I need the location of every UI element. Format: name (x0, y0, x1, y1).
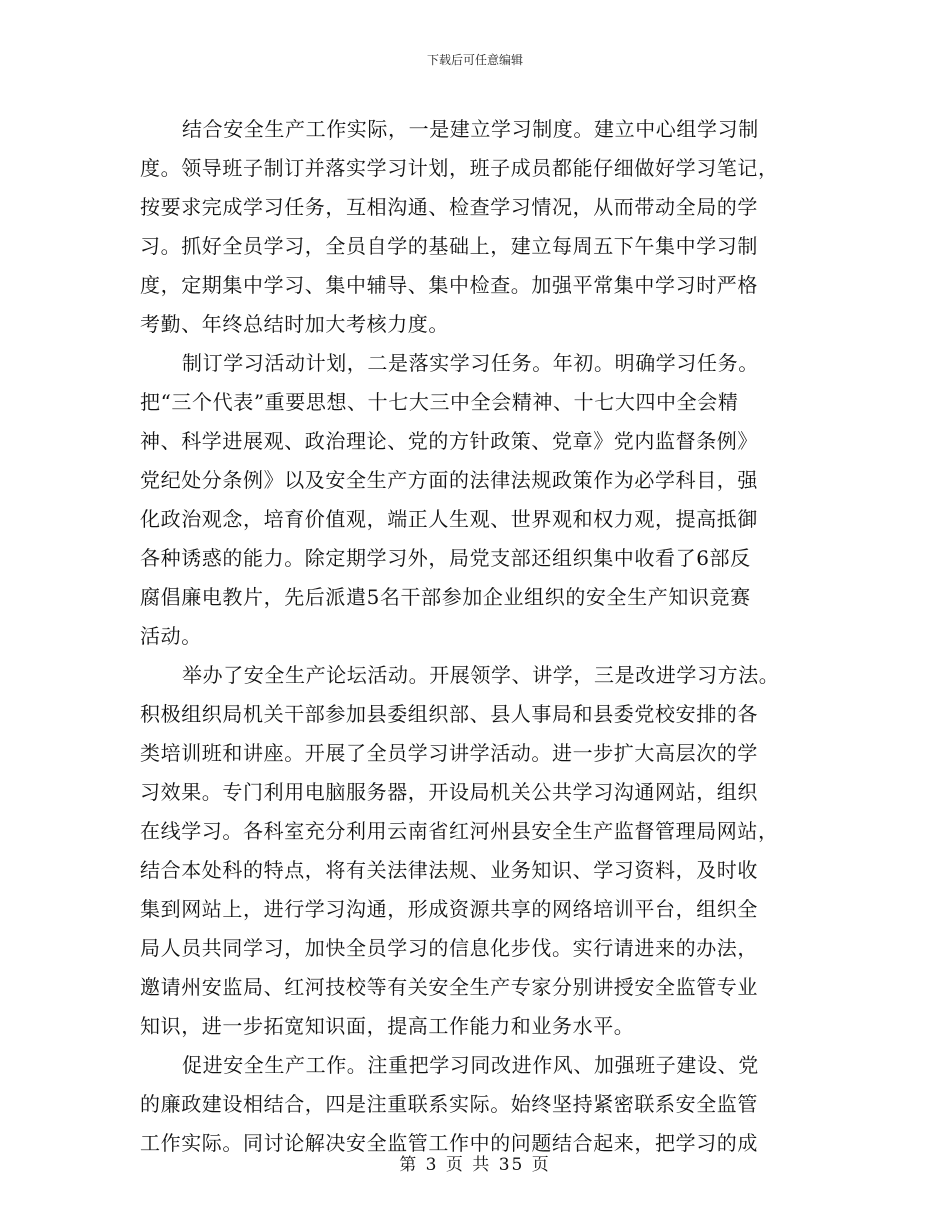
paragraph-4 (140, 1046, 812, 1163)
text-line: 度，定期集中学习、集中辅导、集中检查。加强平常集中学习时严格 (140, 273, 758, 297)
paragraph-3 (140, 656, 812, 1046)
text-line: 考勤、年终总结时加大考核力度。 (140, 312, 449, 336)
text-line: 工作实际。同讨论解决安全监管工作中的问题结合起来，把学习的成 (140, 1131, 758, 1155)
text-line: 结合安全生产工作实际，一是建立学习制度。建立中心组学习制 (182, 117, 759, 141)
text-line: 类培训班和讲座。开展了全员学习讲学活动。进一步扩大高层次的学 (140, 741, 758, 765)
document-body (140, 110, 812, 1163)
text-line: 活动。 (140, 624, 202, 648)
text-line: 邀请州安监局、红河技校等有关安全生产专家分别讲授安全监管专业 (140, 975, 758, 999)
page-footer: 第 3 页 共 35 页 (399, 1155, 551, 1175)
text-line: 各种诱惑的能力。除定期学习外，局党支部还组织集中收看了6部反 (140, 546, 751, 570)
text-line: 按要求完成学习任务，互相沟通、检查学习情况，从而带动全局的学 (140, 195, 758, 219)
text-line: 党纪处分条例》以及安全生产方面的法律法规政策作为必学科目，强 (140, 468, 758, 492)
text-line: 结合本处科的特点，将有关法律法规、业务知识、学习资料，及时收 (140, 858, 758, 882)
text-line: 集到网站上，进行学习沟通，形成资源共享的网络培训平台，组织全 (140, 897, 758, 921)
text-line: 度。领导班子制订并落实学习计划，班子成员都能仔细做好学习笔记， (140, 156, 779, 180)
paragraph-2 (140, 344, 812, 656)
text-line: 知识，进一步拓宽知识面，提高工作能力和业务水平。 (140, 1014, 635, 1038)
text-line: 在线学习。各科室充分利用云南省红河州县安全生产监督管理局网站， (140, 819, 779, 843)
text-line: 习。抓好全员学习，全员自学的基础上，建立每周五下午集中学习制 (140, 234, 758, 258)
text-line: 促进安全生产工作。注重把学习同改进作风、加强班子建设、党 (182, 1053, 759, 1077)
text-line: 习效果。专门利用电脑服务器，开设局机关公共学习沟通网站，组织 (140, 780, 758, 804)
text-line: 举办了安全生产论坛活动。开展领学、讲学，三是改进学习方法。 (182, 663, 780, 687)
text-line: 把“三个代表”重要思想、十七大三中全会精神、十七大四中全会精 (140, 390, 739, 414)
text-line: 积极组织局机关干部参加县委组织部、县人事局和县委党校安排的各 (140, 702, 758, 726)
text-line: 化政治观念，培育价值观，端正人生观、世界观和权力观，提高抵御 (140, 507, 758, 531)
text-line: 局人员共同学习，加快全员学习的信息化步伐。实行请进来的办法， (140, 936, 758, 960)
text-line: 的廉政建设相结合，四是注重联系实际。始终坚持紧密联系安全监管 (140, 1092, 758, 1116)
paragraph-1 (140, 110, 812, 344)
text-line: 制订学习活动计划，二是落实学习任务。年初。明确学习任务。 (182, 351, 759, 375)
text-line: 腐倡廉电教片，先后派遣5名干部参加企业组织的安全生产知识竞赛 (140, 585, 751, 609)
text-line: 神、科学进展观、政治理论、党的方针政策、党章》党内监督条例》 (140, 429, 758, 453)
page-header: 下载后可任意编辑 (426, 53, 523, 67)
